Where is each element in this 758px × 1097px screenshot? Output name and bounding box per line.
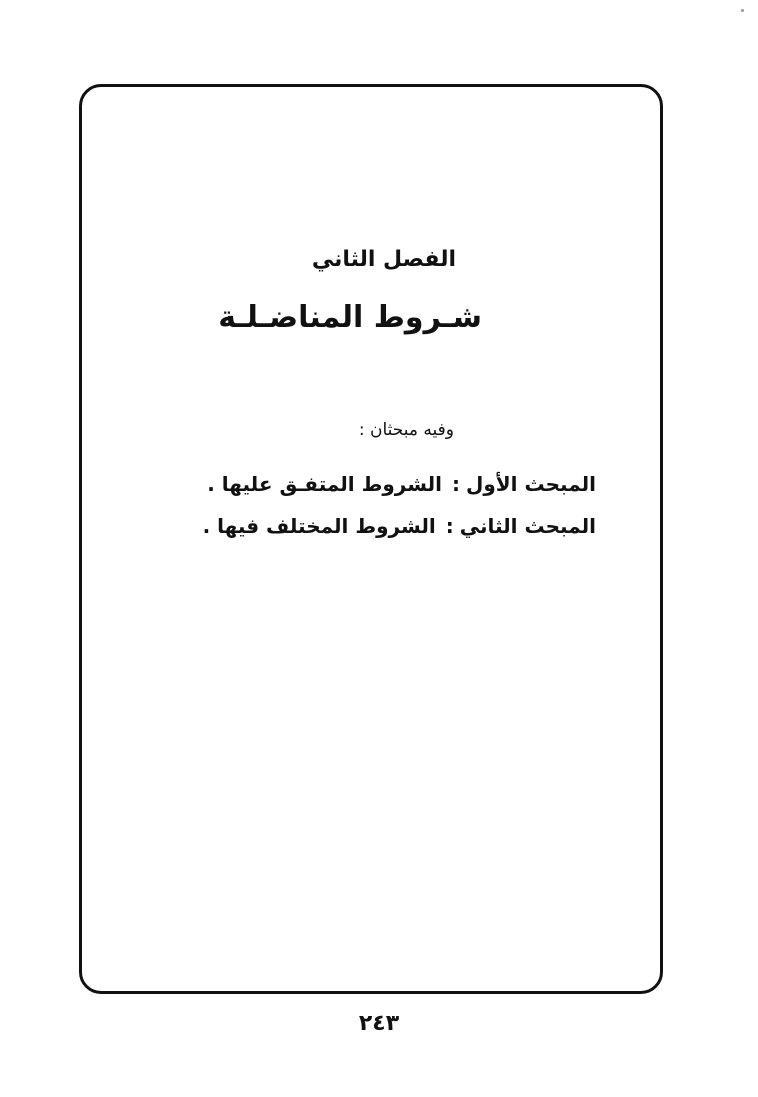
section-label: المبحث الأول bbox=[465, 472, 596, 496]
section-label: المبحث الثاني bbox=[459, 514, 596, 538]
page-number: ٢٤٣ bbox=[358, 1011, 400, 1036]
chapter-title: شـروط المناضـلـة bbox=[218, 300, 482, 335]
section-entry-1 bbox=[207, 472, 596, 496]
section-title: الشروط المختلف فيها . bbox=[202, 514, 436, 538]
page-border-frame bbox=[79, 84, 663, 994]
section-entry-2 bbox=[203, 514, 596, 538]
sections-intro: وفيه مبحثان : bbox=[358, 420, 454, 440]
chapter-label: الفصل الثاني bbox=[311, 247, 456, 272]
section-title: الشروط المتفـق عليها . bbox=[207, 472, 442, 496]
section-separator: : bbox=[445, 514, 454, 538]
section-separator: : bbox=[451, 472, 460, 496]
scan-speck bbox=[741, 9, 744, 12]
